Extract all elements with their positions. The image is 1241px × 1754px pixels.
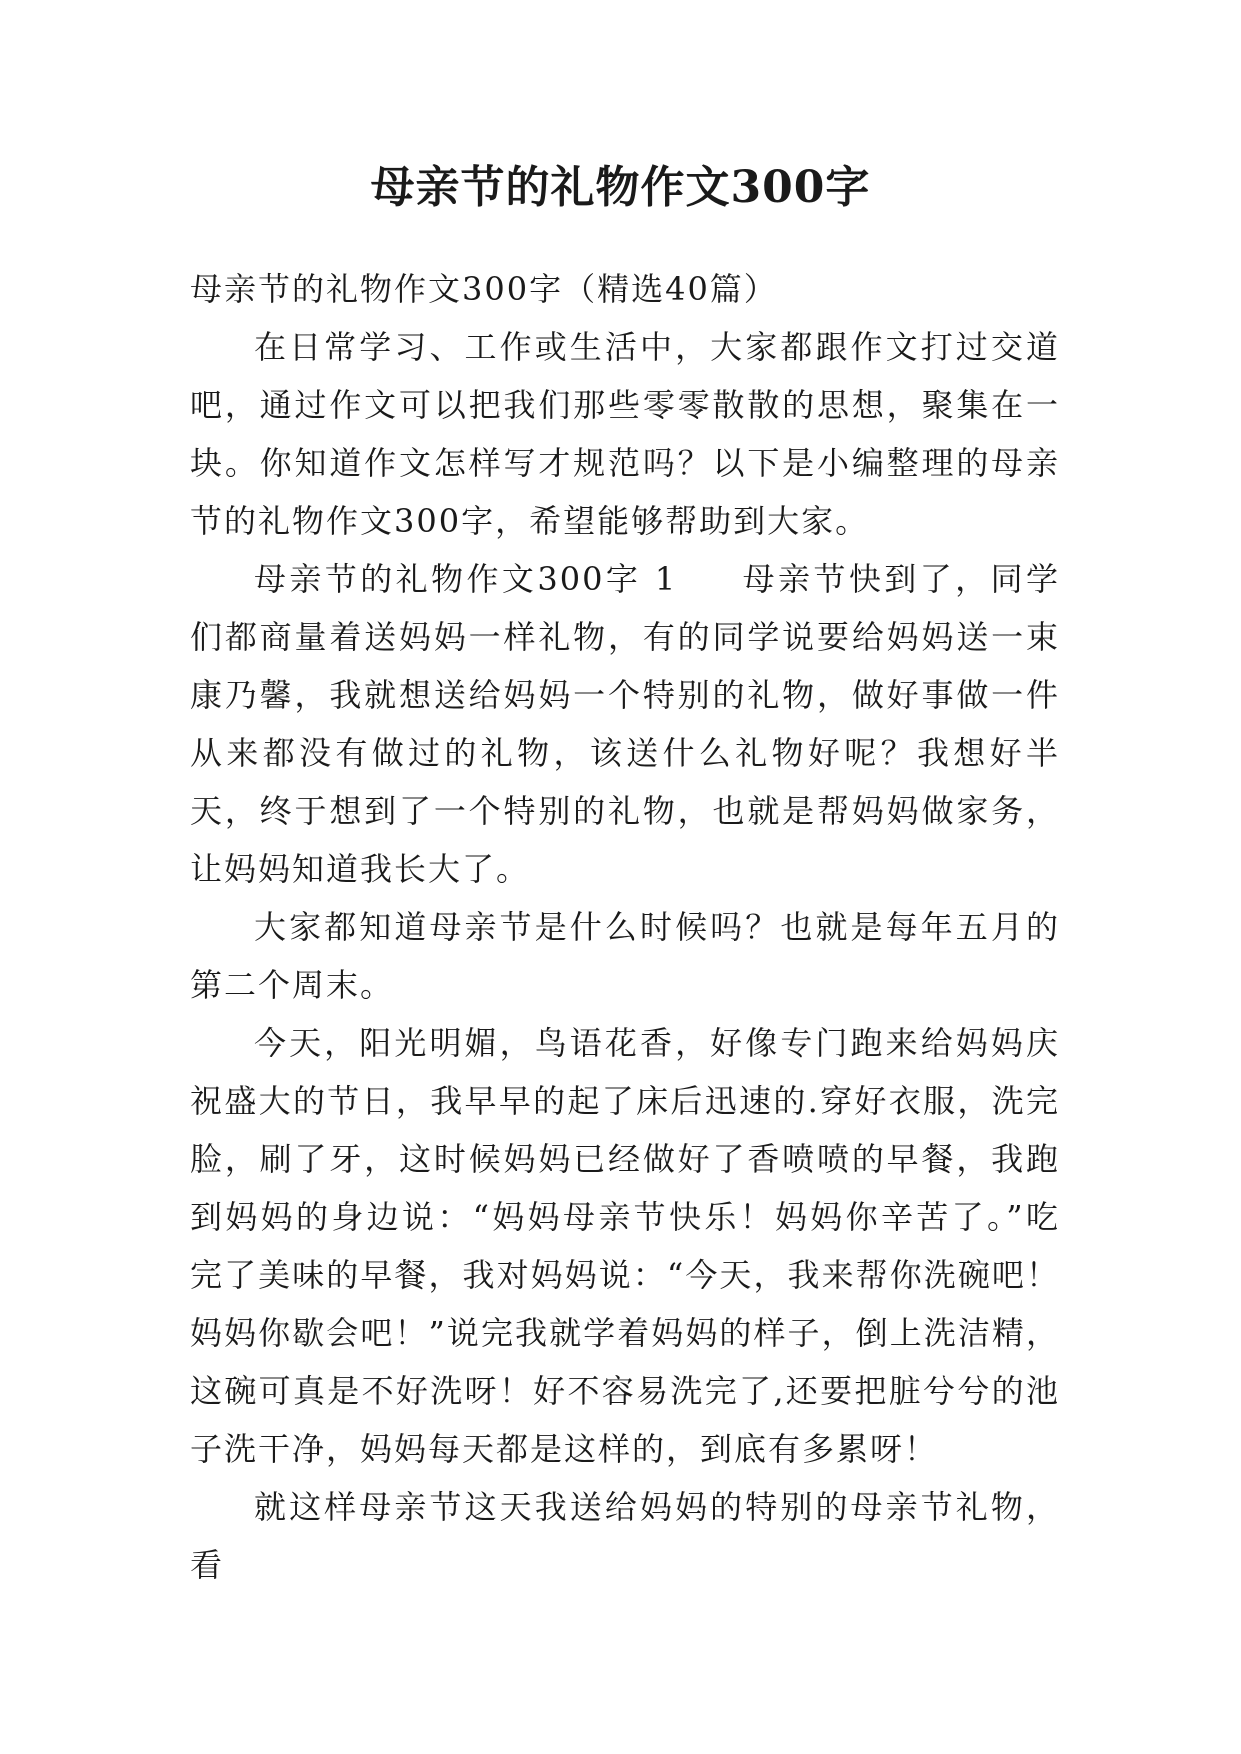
essay-paragraph-text: 母亲节快到了，同学们都商量着送妈妈一样礼物，有的同学说要给妈妈送一束康乃馨，我就想送给妈妈一个特别的礼物，做好事做一件从来都没有做过的礼物，该送什么礼物好呢？我想好半天，终于想到了一个特别的礼物，也就是帮妈妈做家务，让妈妈知道我长大了。 (190, 560, 1060, 888)
document-title: 母亲节的礼物作文300字 (370, 162, 871, 213)
essay-paragraph (190, 550, 1060, 898)
essay-paragraph: 大家都知道母亲节是什么时候吗？也就是每年五月的第二个周末。 (190, 908, 1060, 1004)
document-body (190, 260, 1060, 1594)
document-subtitle: 母亲节的礼物作文300字（精选40篇） (190, 270, 778, 308)
essay-paragraph: 就这样母亲节这天我送给妈妈的特别的母亲节礼物，看 (190, 1488, 1060, 1584)
essay-heading: 母亲节的礼物作文300字 1 (254, 560, 678, 598)
essay-paragraph: 今天，阳光明媚，鸟语花香，好像专门跑来给妈妈庆祝盛大的节日，我早早的起了床后迅速的.穿好衣服，洗完脸，刷了牙，这时候妈妈已经做好了香喷喷的早餐，我跑到妈妈的身边说：“妈妈母亲节快乐！妈妈你辛苦了。”吃完了美味的早餐，我对妈妈说：“今天，我来帮你洗碗吧！妈妈你歇会吧！”说完我就学着妈妈的样子，倒上洗洁精，这碗可真是不好洗呀！好不容易洗完了,还要把脏兮兮的池子洗干净，妈妈每天都是这样的，到底有多累呀！ (190, 1024, 1060, 1468)
intro-paragraph: 在日常学习、工作或生活中，大家都跟作文打过交道吧，通过作文可以把我们那些零零散散的思想，聚集在一块。你知道作文怎样写才规范吗？以下是小编整理的母亲节的礼物作文300字，希望能够帮助到大家。 (190, 328, 1060, 540)
